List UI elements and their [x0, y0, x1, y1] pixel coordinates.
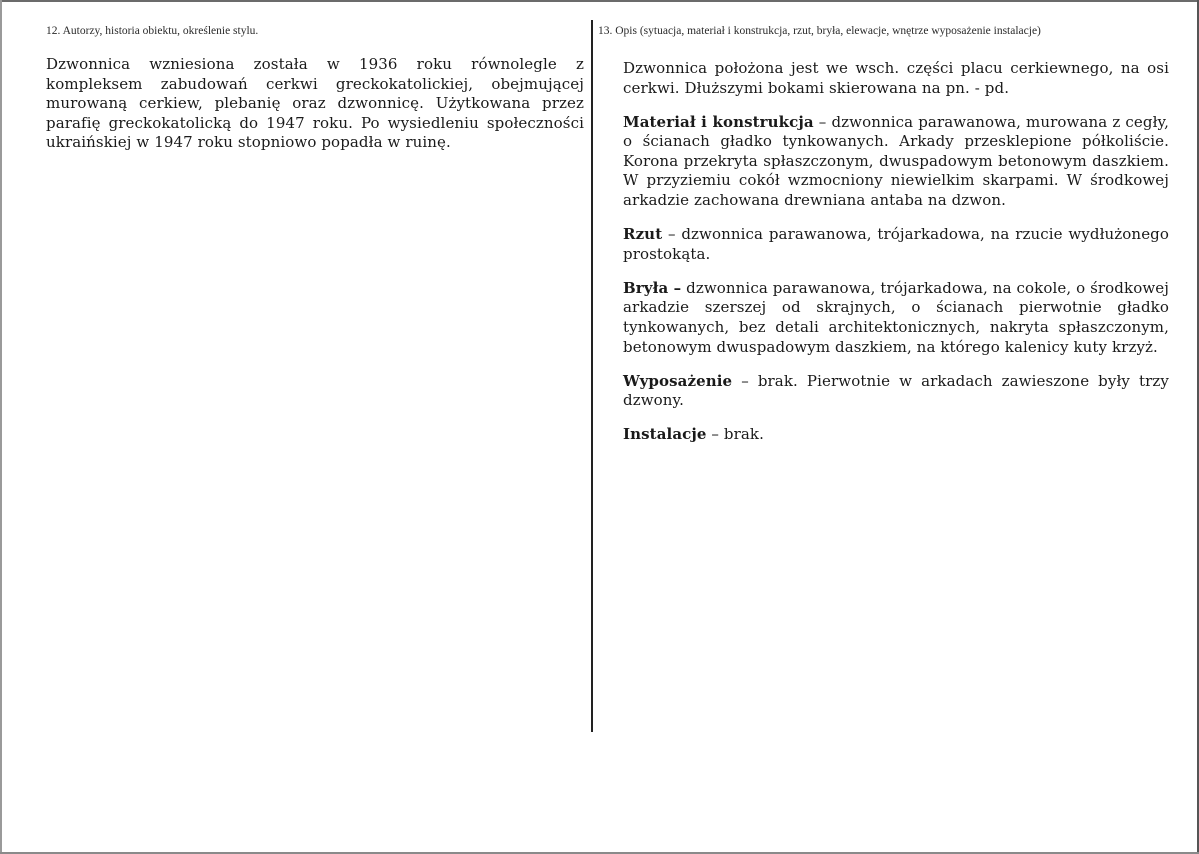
mass-label: Bryła – [623, 278, 682, 297]
situation-paragraph: Dzwonnica położona jest we wsch. części placu cerkiewnego, na osi cerkwi. Dłuższymi bokami skierowana na pn. - pd. [623, 59, 1169, 97]
plan-label: Rzut [623, 225, 663, 244]
column-divider [591, 20, 593, 732]
scan-edge-top [0, 0, 1199, 2]
equipment-label: Wyposażenie [623, 371, 733, 390]
material-paragraph [623, 113, 1169, 211]
description-column [623, 59, 1169, 460]
scan-edge-left [0, 0, 2, 854]
material-text: – dzwonnica parawanowa, murowana z cegły, o ścianach gładko tynkowanych. Arkady przesklepione półkoliście. Korona przekryta spłaszczonym, dwuspadowym betonowym daszkiem. W przyziemiu cokół wzmocniony niewielkim skarpami. W środkowej arkadzie zachowana drewniana antaba na dzwon. [623, 112, 1169, 210]
installations-text: – brak. [706, 425, 764, 444]
section-12-heading: 12. Autorzy, historia obiektu, określenie stylu. [46, 25, 259, 37]
history-paragraph: Dzwonnica wzniesiona została w 1936 roku równolegle z kompleksem zabudowań cerkwi greckokatolickiej, obejmującej murowaną cerkiew, plebanię oraz dzwonnicę. Użytkowana przez parafię greckokatolicką do 1947 roku. Po wysiedleniu społeczności ukraińskiej w 1947 roku stopniowo popadła w ruinę. [46, 55, 584, 152]
plan-paragraph [623, 225, 1169, 264]
material-label: Materiał i konstrukcja [623, 112, 814, 131]
mass-text: dzwonnica parawanowa, trójarkadowa, na cokole, o środkowej arkadzie szerszej od skrajnych, o ścianach pierwotnie gładko tynkowanych, bez detali architektonicznych, nakryta spłaszczonym, betonowym dwuspadowym daszkiem, na którego kalenicy kuty krzyż. [623, 278, 1169, 356]
plan-text: – dzwonnica parawanowa, trójarkadowa, na rzucie wydłużonego prostokąta. [623, 225, 1169, 263]
installations-paragraph [623, 425, 1169, 445]
equipment-text: – brak. Pierwotnie w arkadach zawieszone były trzy dzwony. [623, 371, 1169, 410]
mass-paragraph [623, 279, 1169, 357]
equipment-paragraph [623, 372, 1169, 411]
section-13-heading: 13. Opis (sytuacja, materiał i konstrukcja, rzut, bryła, elewacje, wnętrze wyposażenie instalacje) [598, 25, 1041, 37]
history-column [46, 55, 584, 167]
installations-label: Instalacje [623, 425, 707, 444]
